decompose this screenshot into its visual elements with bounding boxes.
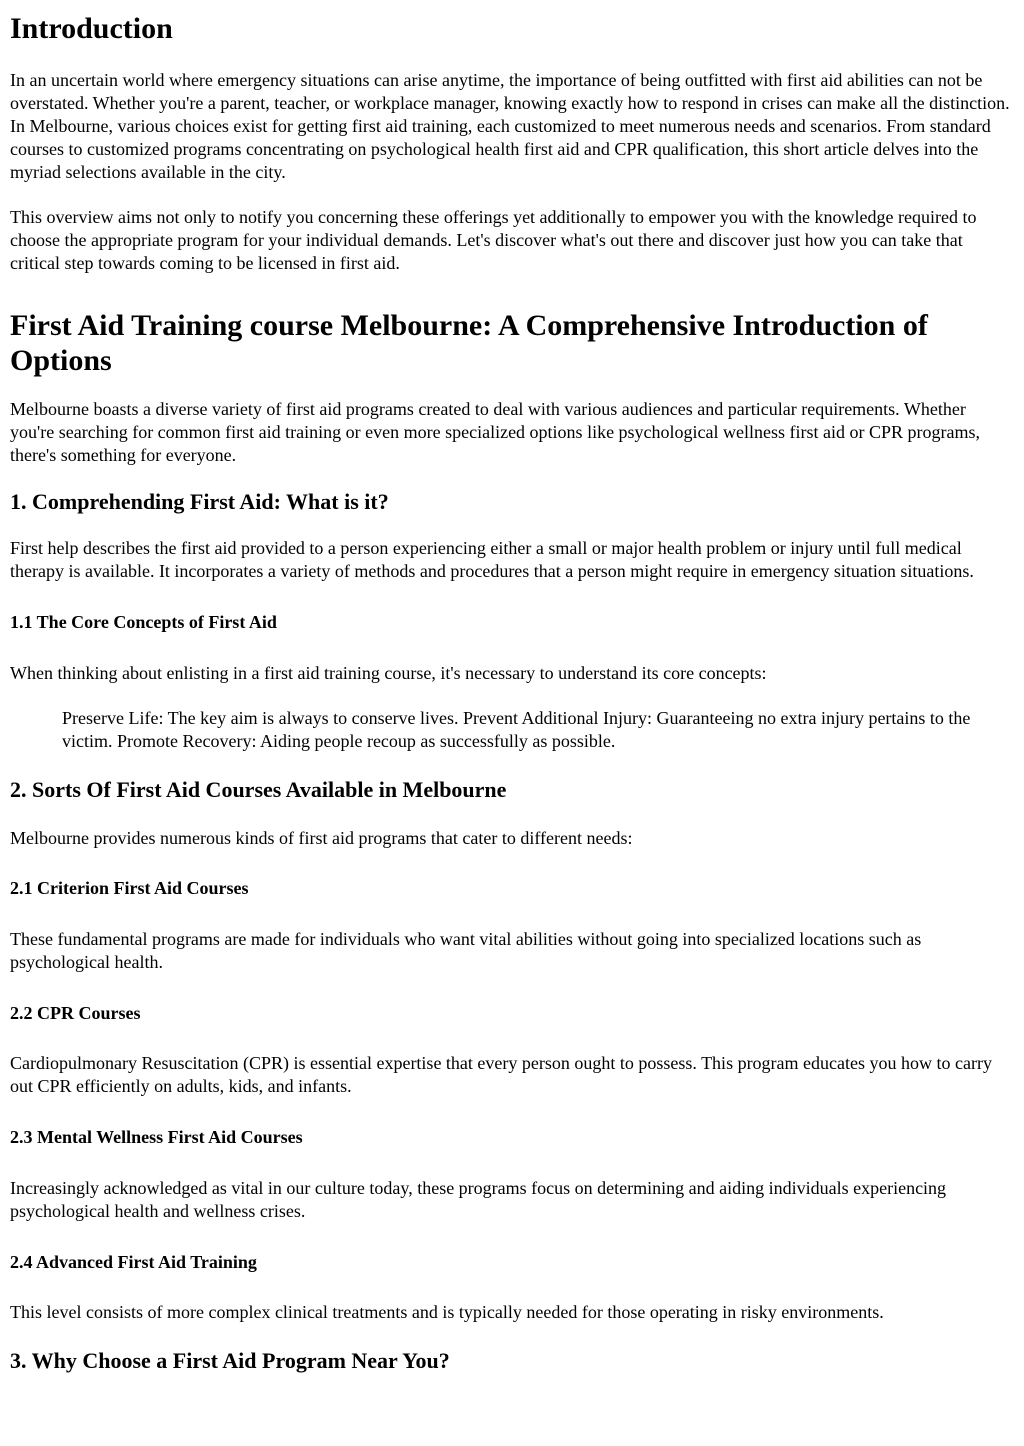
subsection-2-4-heading: 2.4 Advanced First Aid Training [10,1252,257,1272]
subsection-1-1-heading: 1.1 The Core Concepts of First Aid [10,612,277,632]
subsection-2-1-heading: 2.1 Criterion First Aid Courses [10,878,249,898]
section-1-paragraph: First help describes the first aid provided to a person experiencing either a small or major health problem or injury until full medical therapy is available. It incorporates a variety of methods and procedures that a person might require in emergency situation situations. [10,538,974,581]
subsection-2-3-heading: 2.3 Mental Wellness First Aid Courses [10,1127,303,1147]
intro-heading: Introduction [10,12,173,45]
section-3-heading: 3. Why Choose a First Aid Program Near You? [10,1348,450,1373]
section-2-paragraph: Melbourne provides numerous kinds of first aid programs that cater to different needs: [10,828,633,848]
overview-heading: First Aid Training course Melbourne: A Comprehensive Introduction of Options [10,309,928,377]
overview-paragraph: Melbourne boasts a diverse variety of first aid programs created to deal with various audiences and particular requirements. Whether you're searching for common first aid training or even more specialized options like psychological wellness first aid or CPR programs, there's something for everyone. [10,399,981,465]
section-2-heading: 2. Sorts Of First Aid Courses Available in Melbourne [10,777,507,802]
subsection-2-3-paragraph: Increasingly acknowledged as vital in our culture today, these programs focus on determining and aiding individuals experiencing psychological health and wellness crises. [10,1178,947,1221]
subsection-1-1-paragraph: When thinking about enlisting in a first aid training course, it's necessary to understand its core concepts: [10,663,767,683]
subsection-2-2-paragraph: Cardiopulmonary Resuscitation (CPR) is essential expertise that every person ought to possess. This program educates you how to carry out CPR efficiently on adults, kids, and infants. [10,1053,992,1096]
core-concepts-quote: Preserve Life: The key aim is always to conserve lives. Prevent Additional Injury: Guaranteeing no extra injury pertains to the victim. Promote Recovery: Aiding people recoup as successfully as possible. [62,708,971,751]
intro-paragraph: This overview aims not only to notify you concerning these offerings yet additionally to empower you with the knowledge required to choose the appropriate program for your individual demands. Let's discover what's out there and discover just how you can take that critical step towards coming to be licensed in first aid. [10,207,977,273]
intro-paragraph: In an uncertain world where emergency situations can arise anytime, the importance of being outfitted with first aid abilities can not be overstated. Whether you're a parent, teacher, or workplace manager, knowing exactly how to respond in crises can make all the distinction. In Melbourne, various choices exist for getting first aid training, each customized to meet numerous needs and scenarios. From standard courses to customized programs concentrating on psychological health first aid and CPR qualification, this short article delves into the myriad selections available in the city. [10,70,1010,182]
subsection-2-4-paragraph: This level consists of more complex clinical treatments and is typically needed for those operating in risky environments. [10,1302,884,1322]
section-1-heading: 1. Comprehending First Aid: What is it? [10,489,389,514]
subsection-2-1-paragraph: These fundamental programs are made for individuals who want vital abilities without going into specialized locations such as psychological health. [10,929,922,972]
subsection-2-2-heading: 2.2 CPR Courses [10,1003,141,1023]
